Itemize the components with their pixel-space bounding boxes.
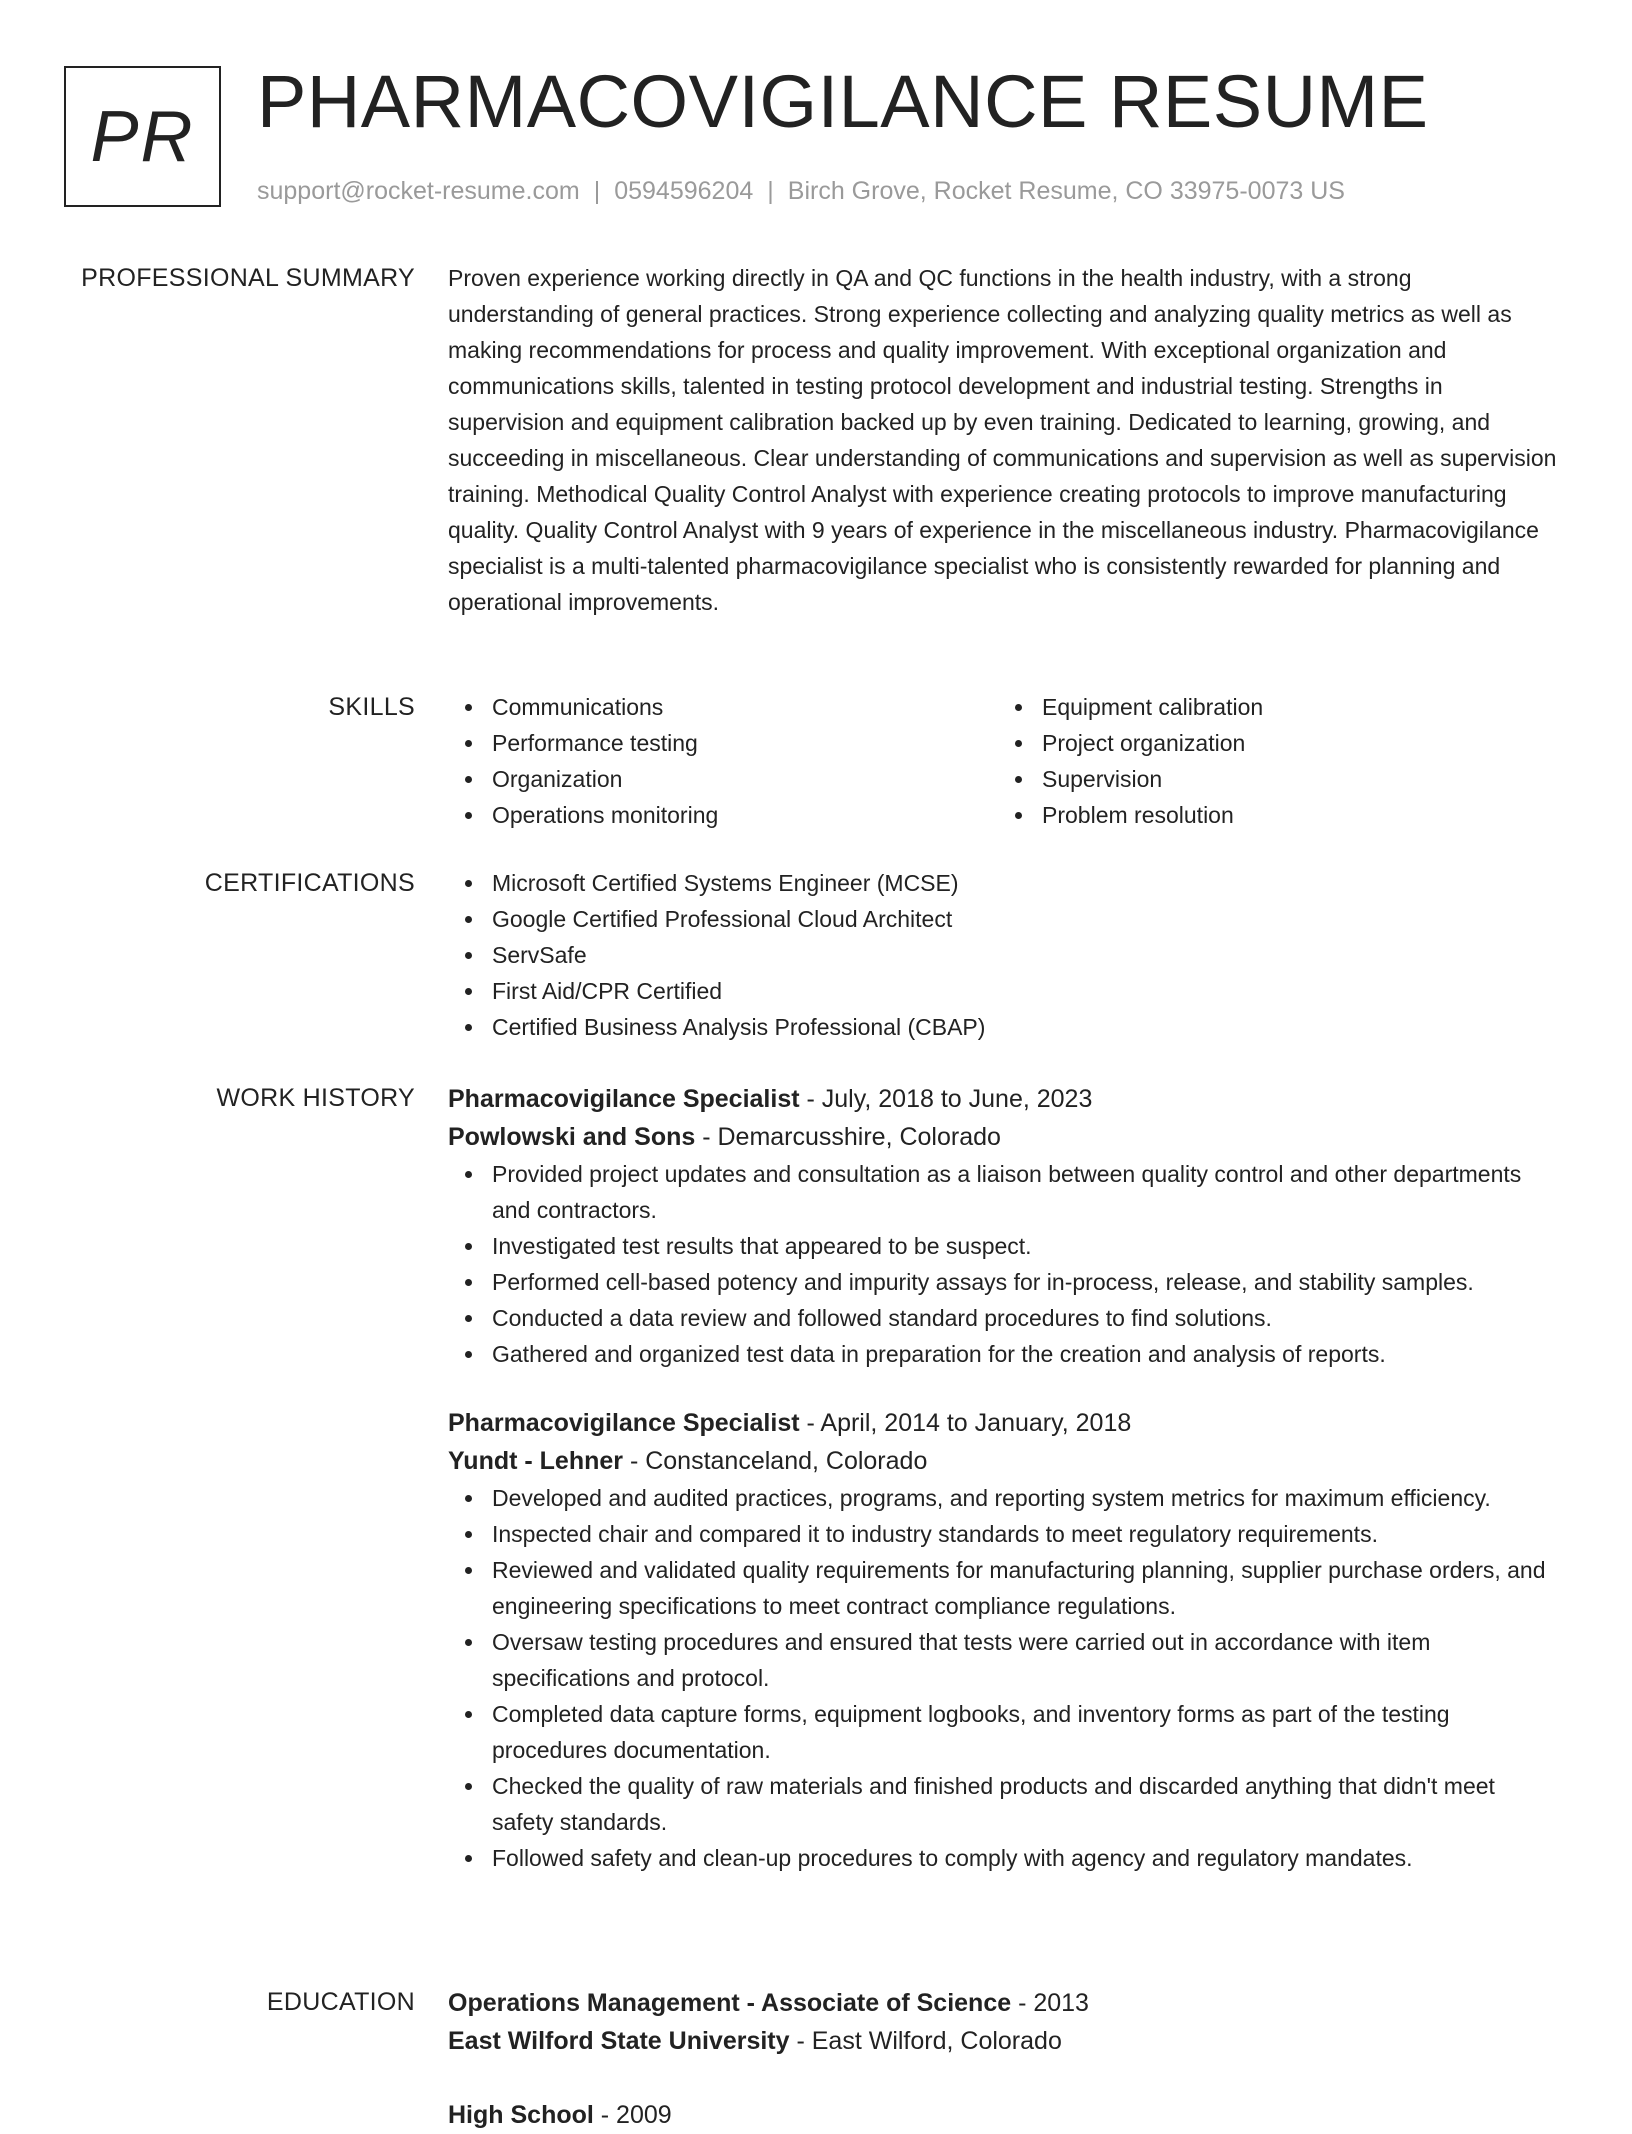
certification-item: First Aid/CPR Certified (448, 973, 1558, 1009)
skill-item: Organization (448, 761, 998, 797)
job-duty-item: Oversaw testing procedures and ensured that tests were carried out in accordance with item specifications and protocol. (448, 1624, 1558, 1696)
job-company: Powlowski and Sons (448, 1123, 696, 1151)
contact-line (257, 174, 1345, 208)
contact-separator: | (593, 177, 601, 205)
education-location: - East Wilford, Colorado (789, 2027, 1062, 2055)
certifications-body (448, 865, 1558, 1045)
work-history-body (448, 1080, 1558, 1908)
skill-item: Supervision (998, 761, 1548, 797)
job-dates: - April, 2014 to January, 2018 (799, 1409, 1132, 1437)
job-duty-item: Reviewed and validated quality requirements for manufacturing planning, supplier purchase orders, and engineering specifications to meet contract compliance regulations. (448, 1552, 1558, 1624)
job-duty-item: Inspected chair and compared it to industry standards to meet regulatory requirements. (448, 1516, 1558, 1552)
job-dates: - July, 2018 to June, 2023 (799, 1085, 1093, 1113)
resume-title: PHARMACOVIGILANCE RESUME (257, 60, 1429, 143)
education-degree: High School (448, 2101, 594, 2129)
education-school-line (448, 2022, 1558, 2060)
job-duty-item: Provided project updates and consultation as a liaison between quality control and other departments and contractors. (448, 1156, 1558, 1228)
job-entry (448, 1080, 1558, 1372)
skill-item: Operations monitoring (448, 797, 998, 833)
skill-item: Communications (448, 689, 998, 725)
contact-phone[interactable]: 0594596204 (614, 177, 754, 205)
job-duty-item: Checked the quality of raw materials and finished products and discarded anything that didn't meet safety standards. (448, 1768, 1558, 1840)
education-degree-line (448, 2096, 1558, 2134)
summary-heading: PROFESSIONAL SUMMARY (81, 264, 415, 292)
job-location: - Demarcusshire, Colorado (695, 1123, 1001, 1151)
job-duty-item: Performed cell-based potency and impurity assays for in-process, release, and stability samples. (448, 1264, 1558, 1300)
job-duties-list (448, 1480, 1558, 1876)
certifications-list (448, 865, 1558, 1045)
job-duty-item: Followed safety and clean-up procedures to comply with agency and regulatory mandates. (448, 1840, 1558, 1876)
education-entry (448, 2096, 1558, 2134)
skill-item: Problem resolution (998, 797, 1548, 833)
contact-email[interactable]: support@rocket-resume.com (257, 177, 580, 205)
certification-item: Microsoft Certified Systems Engineer (MCSE) (448, 865, 1558, 901)
job-duties-list (448, 1156, 1558, 1372)
job-duty-item: Investigated test results that appeared to be suspect. (448, 1228, 1558, 1264)
job-duty-item: Gathered and organized test data in preparation for the creation and analysis of reports. (448, 1336, 1558, 1372)
job-duty-item: Conducted a data review and followed standard procedures to find solutions. (448, 1300, 1558, 1336)
job-location: - Constanceland, Colorado (623, 1447, 928, 1475)
skills-heading: SKILLS (328, 693, 415, 721)
skill-item: Performance testing (448, 725, 998, 761)
job-duty-item: Completed data capture forms, equipment logbooks, and inventory forms as part of the testing procedures documentation. (448, 1696, 1558, 1768)
education-year: - 2009 (593, 2101, 672, 2129)
certification-item: ServSafe (448, 937, 1558, 973)
certifications-heading: CERTIFICATIONS (204, 869, 415, 897)
education-entry (448, 1984, 1558, 2060)
skills-body (448, 689, 1558, 833)
education-school: East Wilford State University (448, 2027, 790, 2055)
job-company: Yundt - Lehner (448, 1447, 623, 1475)
education-year: - 2013 (1011, 1989, 1089, 2017)
skill-item: Project organization (998, 725, 1548, 761)
job-entry (448, 1404, 1558, 1876)
job-title-line (448, 1080, 1558, 1118)
summary-text: Proven experience working directly in QA and QC functions in the health industry, with a strong understanding of general practices. Strong experience collecting and analyzing quality metrics as well as making recommendations for process and quality improvement. With exceptional organization and communications skills, talented in testing protocol development and industrial testing. Strengths in supervision and equipment calibration backed up by even training. Dedicated to learning, growing, and succeeding in miscellaneous. Clear understanding of communications and supervision as well as supervision training. Methodical Quality Control Analyst with experience creating protocols to improve manufacturing quality. Quality Control Analyst with 9 years of experience in the miscellaneous industry. Pharmacovigilance specialist is a multi-talented pharmacovigilance specialist who is consistently rewarded for planning and operational improvements. (448, 265, 1557, 615)
job-title: Pharmacovigilance Specialist (448, 1085, 800, 1113)
education-degree-line (448, 1984, 1558, 2022)
skills-list-right (998, 689, 1548, 833)
monogram-logo (64, 66, 221, 207)
job-duty-item: Developed and audited practices, programs, and reporting system metrics for maximum efficiency. (448, 1480, 1558, 1516)
certification-item: Google Certified Professional Cloud Architect (448, 901, 1558, 937)
job-company-line (448, 1442, 1558, 1480)
contact-separator: | (767, 177, 774, 205)
contact-address: Birch Grove, Rocket Resume, CO 33975-0073 US (787, 177, 1345, 205)
skill-item: Equipment calibration (998, 689, 1548, 725)
skills-list-left (448, 689, 998, 833)
education-degree: Operations Management - Associate of Science (448, 1989, 1012, 2017)
monogram-text: PR (90, 96, 195, 177)
job-title-line (448, 1404, 1558, 1442)
job-title: Pharmacovigilance Specialist (448, 1409, 800, 1437)
job-company-line (448, 1118, 1558, 1156)
work-history-heading: WORK HISTORY (216, 1084, 415, 1112)
education-heading: EDUCATION (266, 1988, 415, 2016)
certification-item: Certified Business Analysis Professional (CBAP) (448, 1009, 1558, 1045)
summary-body (448, 260, 1558, 620)
